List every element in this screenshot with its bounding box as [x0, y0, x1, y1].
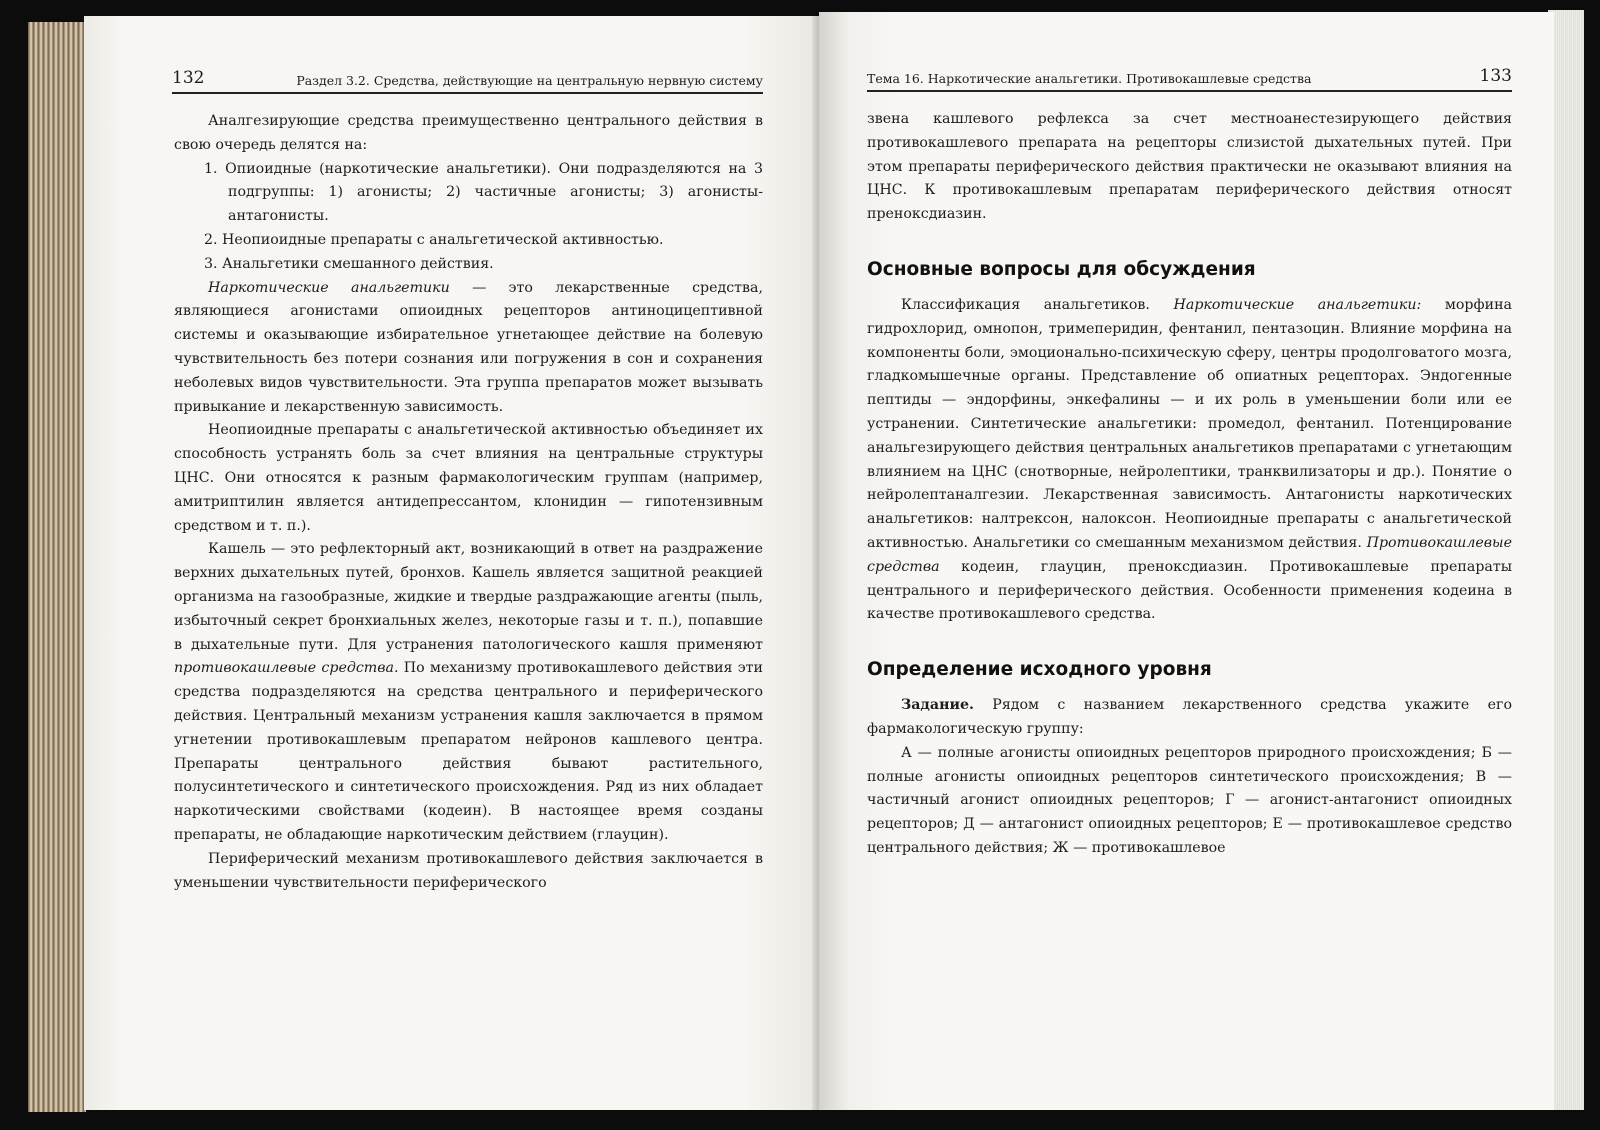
paragraph-text: — это лекарственные средства, являющиеся агонистами опиоидных рецепторов антиноцицептивной системы и оказывающие избирательное угнетающее действие на болевую чувствительность без потери сознания или погружения в сон и сохранения неболевых видов чувствительности. Эта группа препаратов может вызывать привыкание и лекарственную зависимость.: [174, 279, 763, 415]
analgesic-types-list: [174, 158, 763, 277]
task-label: Задание.: [901, 697, 974, 714]
left-page: [84, 16, 819, 1110]
page-number-right: 133: [1479, 66, 1512, 86]
paragraph-text: Кашель — это рефлекторный акт, возникающий в ответ на раздражение верхних дыхательных путей, бронхов. Кашель является защитной реакцией организма на газообразные, жидкие и твердые раздражающие агенты (пыль, избыточный секрет бронхиальных желез, некоторые газы и т. п.), попавшие в дыхательные пути. Для устранения патологического кашля применяют: [174, 541, 763, 653]
section-heading-discussion: Основные вопросы для обсуждения: [867, 258, 1256, 280]
list-item: 3. Анальгетики смешанного действия.: [204, 255, 494, 272]
peripheral-mechanism-paragraph: Периферический механизм противокашлевого действия заключается в уменьшении чувствительности периферического: [174, 850, 763, 891]
paragraph-text: Рядом с названием лекарственного средства укажите его фармакологическую группу:: [867, 697, 1512, 737]
term-antitussives: Противокашлевые средства: [867, 534, 1512, 575]
term-antitussives: противокашлевые средства.: [174, 660, 399, 677]
section-heading-baseline: Определение исходного уровня: [867, 659, 1212, 681]
term-narcotic-analgesics: Наркотические анальгетики:: [1173, 296, 1422, 313]
narcotic-analgesics-paragraph: [174, 277, 763, 420]
paragraph-text: морфина гидрохлорид, омнопон, тримеперидин, фентанил, пентазоцин. Влияние морфина на компоненты боли, эмоционально-психическую сферу, центры продолговатого мозга, гладкомышечные органы. Представление об опиатных рецепторах. Эндогенные пептиды — эндорфины, энкефалины — и их роль в уменьшении боли или ее устранении. Синтетические анальгетики: промедол, фентанил. Потенцирование анальгезирующего действия центральных анальгетиков препаратами с угнетающим влиянием на ЦНС (снотворные, нейролептики, транквилизаторы и др.). Понятие о нейролептаналгезии. Лекарственная зависимость. Антагонисты наркотических анальгетиков: налтрексон, налоксон. Неопиоидные препараты с анальгетической активностью. Анальгетики со смешанным механизмом действия.: [867, 296, 1512, 551]
continuation-paragraph: звена кашлевого рефлекса за счет местноанестезирующего действия противокашлевого препарата на рецепторы слизистой дыхательных путей. При этом препараты периферического действия практически не оказывают влияния на ЦНС. К противокашлевым препаратам периферического действия относят преноксдиазин.: [867, 111, 1512, 223]
paragraph-text: кодеин, глауцин, преноксдиазин. Противокашлевые препараты центрального и периферического действия. Особенности применения кодеина в качестве противокашлевого средства.: [867, 558, 1512, 623]
running-head-title-right: Тема 16. Наркотические анальгетики. Противокашлевые средства: [867, 71, 1312, 86]
cough-paragraph: [174, 538, 763, 847]
paragraph-text: Классификация анальгетиков.: [901, 296, 1174, 313]
list-item: 2. Неопиоидные препараты с анальгетической активностью.: [204, 231, 664, 248]
running-head-right: [867, 66, 1512, 92]
page-number-left: 132: [172, 68, 205, 88]
running-head-title-left: Раздел 3.2. Средства, действующие на центральную нервную систему: [296, 73, 763, 88]
list-item: 1. Опиоидные (наркотические анальгетики). Они подразделяются на 3 подгруппы: 1) агонисты; 2) частичные агонисты; 3) агонисты-антагонисты.: [204, 160, 763, 225]
nonopioid-paragraph: Неопиоидные препараты с анальгетической активностью объединяет их способность устранять боль за счет влияния на центральные структуры ЦНС. Они относятся к разным фармакологическим группам (например, амитриптилин является антидепрессантом, клонидин — гипотензивным средством и т. п.).: [174, 422, 763, 534]
discussion-questions-paragraph: [867, 294, 1512, 627]
running-head-left: [172, 68, 763, 94]
right-page: [819, 12, 1554, 1110]
intro-paragraph: Аналгезирующие средства преимущественно центрального действия в свою очередь делятся на:: [174, 113, 763, 153]
term-narcotic-analgesics: Наркотические анальгетики: [208, 279, 450, 296]
paragraph-text: По механизму противокашлевого действия эти средства подразделяются на средства центрального и периферического действия. Центральный механизм устранения кашля заключается в прямом угнетении противокашлевым препаратом нейронов кашлевого центра. Препараты центрального действия бывают растительного, полусинтетического и синтетического происхождения. Ряд из них обладает наркотическими свойствами (кодеин). В настоящее время созданы препараты, не обладающие наркотическим действием (глауцин).: [174, 660, 763, 843]
book-page-edges-left: [28, 22, 86, 1112]
groups-paragraph: А — полные агонисты опиоидных рецепторов природного происхождения; Б — полные агонисты опиоидных рецепторов синтетического происхождения; В — частичный агонист опиоидных рецепторов; Г — агонист-антагонист опиоидных рецепторов; Д — антагонист опиоидных рецепторов; Е — противокашлевое средство центрального действия; Ж — противокашлевое: [867, 744, 1512, 856]
task-paragraph: [867, 694, 1512, 742]
